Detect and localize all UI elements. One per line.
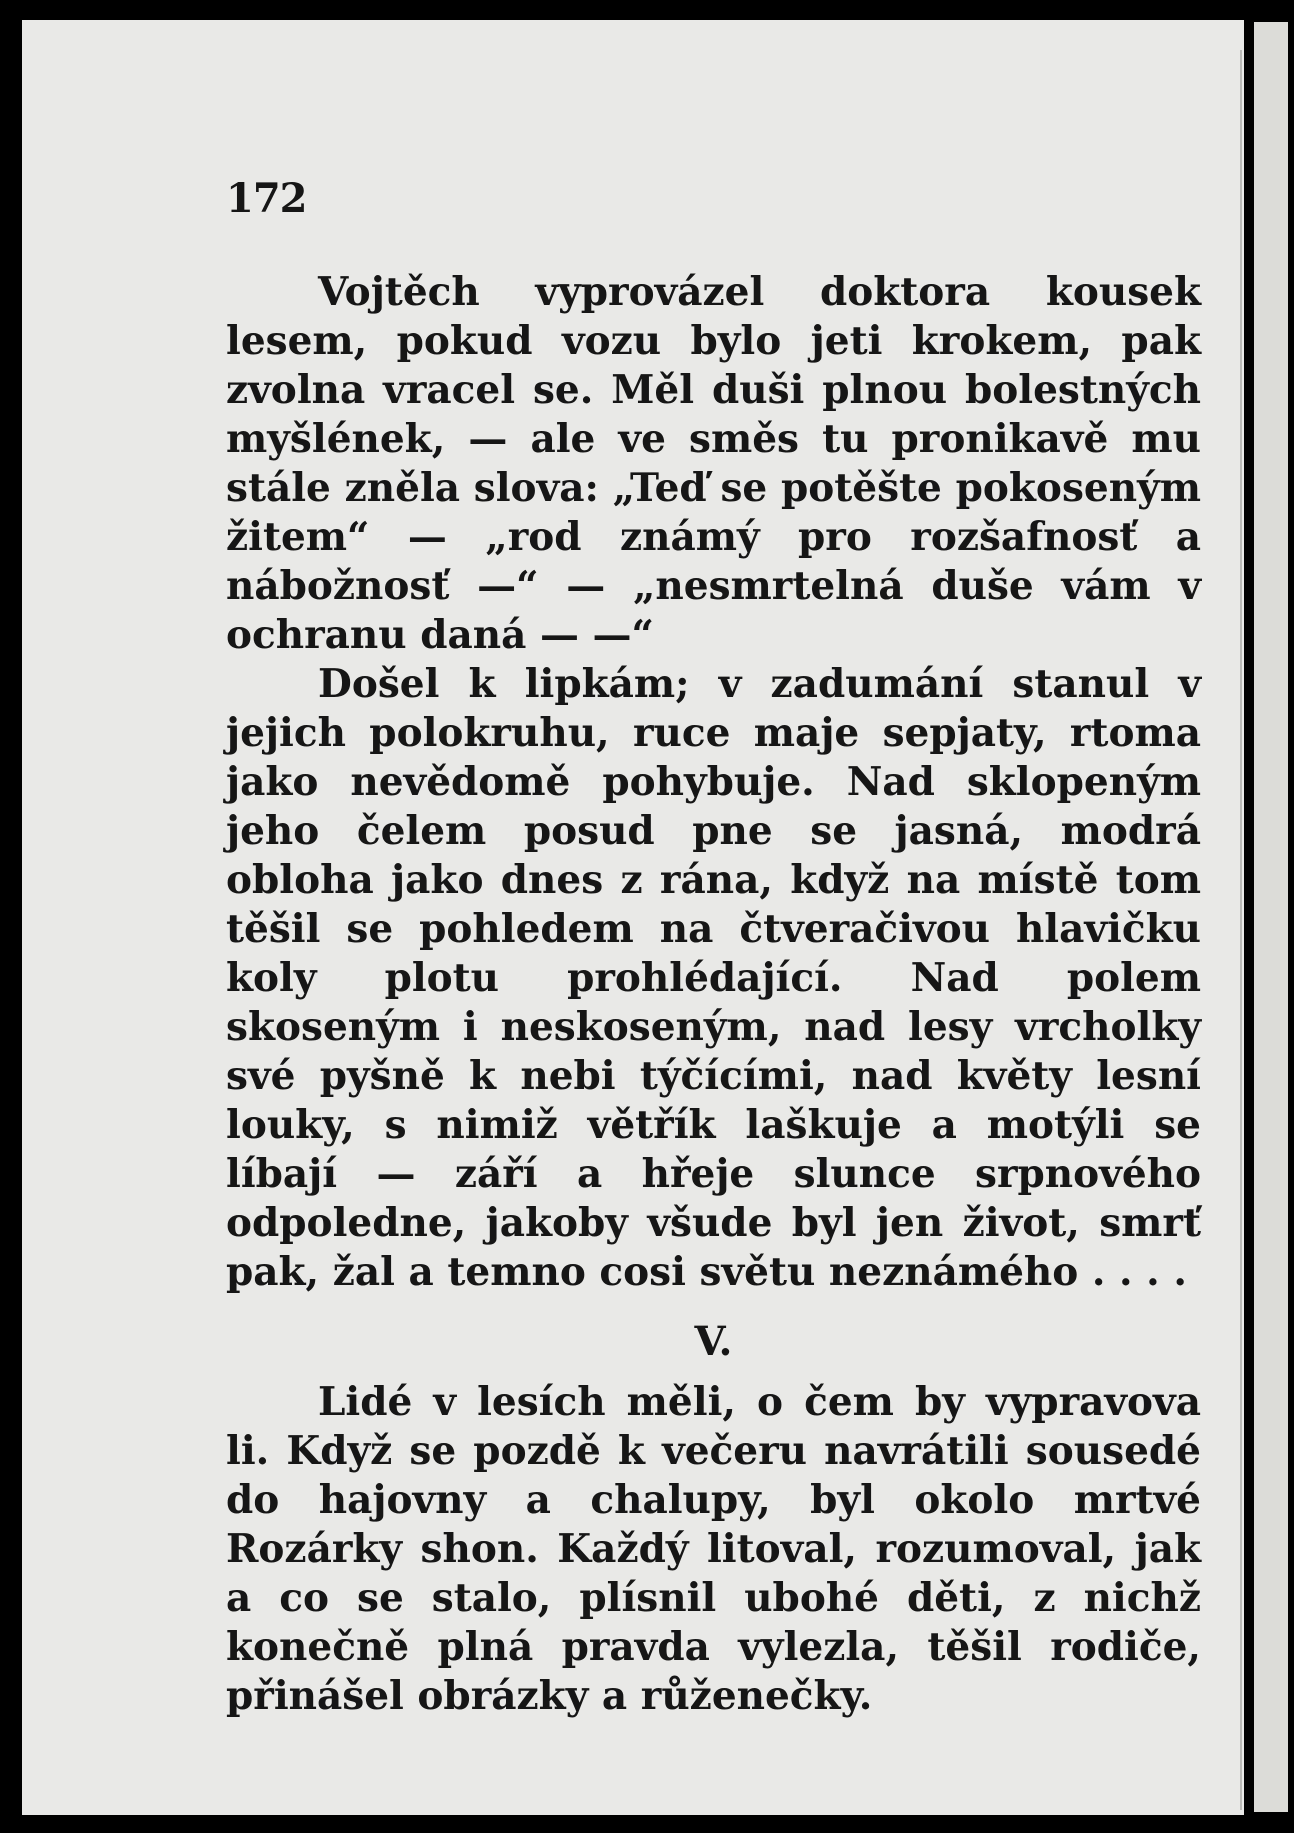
page-fold-line: [1240, 50, 1242, 1810]
page-number: 172: [226, 175, 307, 222]
page-edge-shadow: [1244, 0, 1254, 1833]
book-page: [22, 20, 1244, 1815]
section-heading: V.: [694, 1318, 733, 1365]
paragraph-2: Došel k lipkám; v zadumání stanul v jejich polokruhu, ruce maje sepjaty, rtoma jako nevědomě pohybuje. Nad sklopeným jeho čelem posud pne se jasná, modrá obloha jako dnes z rána, když na místě tom těšil se pohledem na čtveračivou hlavičku koly plotu prohlédající. Nad polem skoseným i neskoseným, nad lesy vrcholky své pyšně k nebi týčícími, nad květy lesní louky, s nimiž větřík laškuje a motýli se líbají — září a hřeje slunce srpnového odpoledne, jakoby všude byl jen život, smrť pak, žal a temno cosi světu neznámého . . . .: [226, 661, 1201, 1295]
adjacent-page-strip: [1254, 22, 1288, 1812]
paragraph-3: Lidé v lesích měli, o čem by vypravova li. Když se pozdě k večeru navrátili sousedé do hajovny a chalupy, byl okolo mrtvé Rozárky shon. Každý litoval, rozumoval, jak a co se stalo, plísnil ubohé děti, z nichž konečně plná pravda vylezla, těšil rodiče, přinášel obrázky a růženečky.: [226, 1379, 1201, 1719]
page-body: [226, 268, 1201, 1721]
paragraph-1: Vojtěch vyprovázel doktora kousek lesem, pokud vozu bylo jeti krokem, pak zvolna vracel se. Měl duši plnou bolestných myšlének, — ale ve směs tu pronikavě mu stále zněla slova: „Teď se potěšte pokoseným žitem“ — „rod známý pro rozšafnosť a nábožnosť —“ — „nesmrtelná duše vám v ochranu daná — —“: [226, 269, 1201, 658]
